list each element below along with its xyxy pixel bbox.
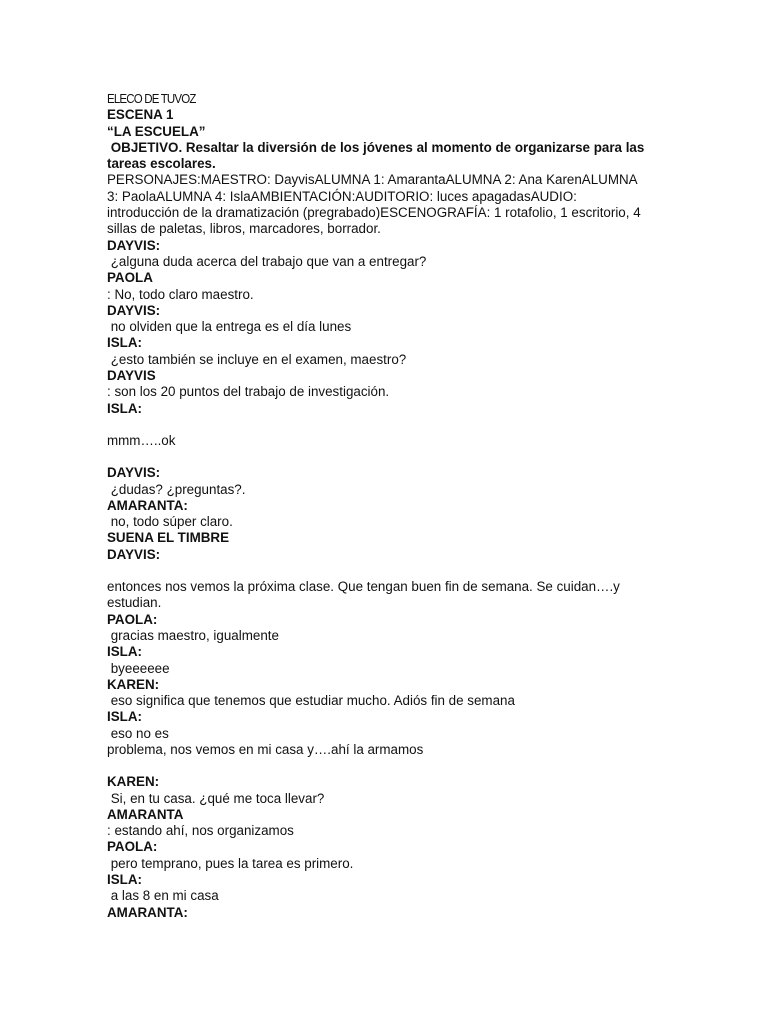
speaker-name: DAYVIS: bbox=[107, 465, 161, 481]
dialogue-line: no olviden que la entrega es el día lunes bbox=[107, 319, 352, 335]
script-body bbox=[107, 91, 667, 921]
blank-line bbox=[107, 563, 667, 579]
blank-line bbox=[107, 758, 667, 774]
speaker-name: KAREN: bbox=[107, 676, 160, 692]
dialogue-line: eso significa que tenemos que estudiar mucho. Adiós fin de semana bbox=[107, 693, 515, 709]
speaker-name: AMARANTA: bbox=[107, 497, 188, 513]
blank-line bbox=[107, 449, 667, 465]
dialogue-line: Si, en tu casa. ¿qué me toca llevar? bbox=[107, 790, 325, 806]
objective-line: OBJETIVO. Resaltar la diversión de los jóvenes al momento de organizarse para las bbox=[107, 139, 645, 155]
details-line: sillas de paletas, libros, marcadores, borrador. bbox=[107, 221, 381, 237]
details-line: introducción de la dramatización (pregrabado)ESCENOGRAFÍA: 1 rotafolio, 1 escritorio, 4 bbox=[107, 205, 641, 221]
speaker-name: KAREN: bbox=[107, 774, 160, 790]
dialogue-line: gracias maestro, igualmente bbox=[107, 627, 279, 643]
dialogue-line: entonces nos vemos la próxima clase. Que tengan buen fin de semana. Se cuidan….y bbox=[107, 579, 620, 595]
speaker-name: PAOLA bbox=[107, 270, 153, 286]
blank-line bbox=[107, 417, 667, 433]
scene-heading: ESCENA 1 bbox=[107, 107, 174, 123]
speaker-name: DAYVIS: bbox=[107, 546, 161, 562]
dialogue-line: ¿alguna duda acerca del trabajo que van a entregar? bbox=[107, 253, 427, 269]
dialogue-line: ¿esto también se incluye en el examen, maestro? bbox=[107, 351, 407, 367]
dialogue-line: : No, todo claro maestro. bbox=[107, 286, 254, 302]
speaker-name: ISLA: bbox=[107, 400, 142, 416]
dialogue-line: ¿dudas? ¿preguntas?. bbox=[107, 481, 246, 497]
dialogue-line: no, todo súper claro. bbox=[107, 514, 233, 530]
scene-title: “LA ESCUELA” bbox=[107, 123, 206, 139]
dialogue-line: estudian. bbox=[107, 595, 162, 611]
speaker-name: DAYVIS bbox=[107, 368, 156, 384]
dialogue-line: mmm…..ok bbox=[107, 432, 176, 448]
speaker-name: AMARANTA bbox=[107, 806, 184, 822]
dialogue-line: pero temprano, pues la tarea es primero. bbox=[107, 855, 354, 871]
dialogue-line: problema, nos vemos en mi casa y….ahí la armamos bbox=[107, 741, 424, 757]
dialogue-line: a las 8 en mi casa bbox=[107, 888, 219, 904]
speaker-name: PAOLA: bbox=[107, 611, 158, 627]
details-line: PERSONAJES:MAESTRO: DayvisALUMNA 1: AmarantaALUMNA 2: Ana KarenALUMNA bbox=[107, 172, 638, 188]
dialogue-line: byeeeeee bbox=[107, 660, 170, 676]
speaker-name: ISLA: bbox=[107, 709, 142, 725]
dialogue-line: : estando ahí, nos organizamos bbox=[107, 823, 294, 839]
document-header: ELECO DE TUVOZ bbox=[107, 92, 196, 106]
speaker-name: ISLA: bbox=[107, 335, 142, 351]
dialogue-line: : son los 20 puntos del trabajo de investigación. bbox=[107, 384, 390, 400]
dialogue-line: eso no es bbox=[107, 725, 169, 741]
objective-line: tareas escolares. bbox=[107, 156, 216, 172]
speaker-name: ISLA: bbox=[107, 872, 142, 888]
details-line: 3: PaolaALUMNA 4: IslaAMBIENTACIÓN:AUDITORIO: luces apagadasAUDIO: bbox=[107, 188, 577, 204]
speaker-name: ISLA: bbox=[107, 644, 142, 660]
stage-direction: SUENA EL TIMBRE bbox=[107, 530, 230, 546]
speaker-name: AMARANTA: bbox=[107, 904, 188, 920]
speaker-name: DAYVIS: bbox=[107, 237, 161, 253]
speaker-name: DAYVIS: bbox=[107, 302, 161, 318]
speaker-name: PAOLA: bbox=[107, 839, 158, 855]
